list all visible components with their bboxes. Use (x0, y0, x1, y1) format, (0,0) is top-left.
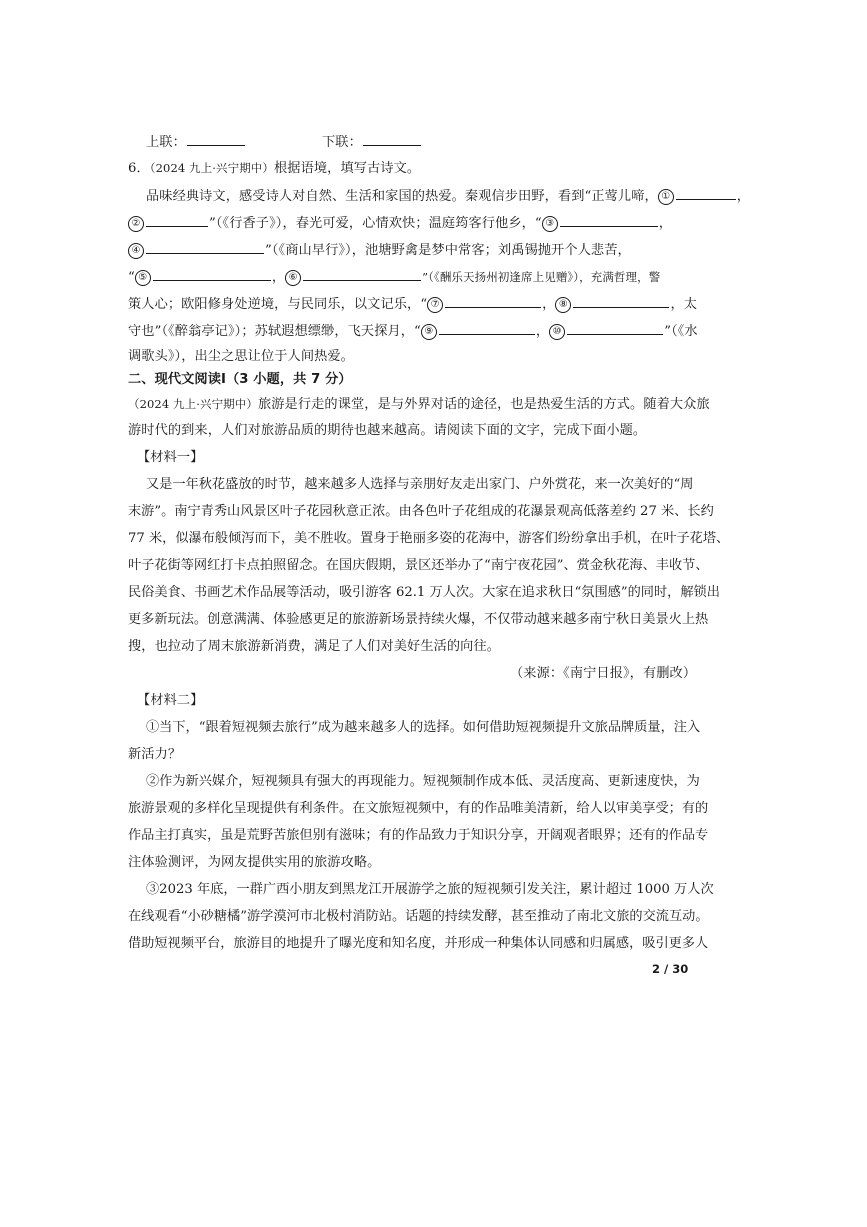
question-6-header (128, 158, 420, 179)
section-2-intro-text: 旅游是行走的课堂，是与外界对话的途径，也是热爱生活的方式。随着大众旅 (257, 397, 710, 412)
answer-blank-8[interactable] (573, 293, 669, 308)
q6-text: ， (535, 324, 550, 339)
upper-couplet-label: 上联： (146, 135, 186, 150)
q6-line-5 (128, 293, 697, 315)
answer-blank-9[interactable] (439, 320, 535, 335)
section-2-intro-2: 游时代的到来，人们对旅游品质的期待也越来越高。请阅读下面的文字，完成下面小题。 (128, 423, 647, 438)
q6-text: ”（《酬乐天扬州初逢席上见赠》），充满哲理，警 (422, 270, 661, 284)
q6-line-6 (128, 320, 698, 342)
answer-blank-7[interactable] (445, 293, 541, 308)
q6-line-3 (128, 239, 631, 261)
page-number: 2 / 30 (652, 962, 689, 976)
answer-blank-6[interactable] (303, 266, 421, 281)
material-1-line-1: 又是一年秋花盛放的时节，越来越多人选择与亲朋好友走出家门、户外赏花，来一次美好的“周 (146, 477, 694, 492)
section-2-source: （2024 九上·兴宁期中） (128, 397, 258, 411)
blank-number-9: ⑨ (421, 324, 437, 340)
q6-text: ，太 (670, 297, 698, 312)
blank-number-10: ⑩ (549, 324, 565, 340)
q6-line-4 (128, 266, 660, 288)
material-2-line-2: 新活力？ (128, 747, 182, 762)
section-2-title: 二、现代文阅读Ⅰ（3 小题，共 7 分） (128, 372, 352, 387)
blank-number-6: ⑥ (285, 270, 301, 286)
q6-line-2 (128, 212, 672, 234)
material-2-line-6: 注体验测评，为网友提供实用的旅游攻略。 (128, 855, 381, 870)
blank-number-3: ③ (542, 216, 558, 232)
question-number: 6． (128, 161, 150, 176)
q6-text: “ (128, 270, 135, 285)
answer-blank-4[interactable] (146, 239, 264, 254)
blank-number-5: ⑤ (135, 270, 151, 286)
material-1-label: 【材料一】 (137, 450, 204, 465)
material-2-line-8: 在线观看“小砂糖橘”游学漠河市北极村消防站。话题的持续发酵，甚至推动了南北文旅的交流互动。 (128, 909, 709, 924)
lower-couplet-label: 下联： (322, 135, 362, 150)
material-2-line-1: ①当下，“跟着短视频去旅行”成为越来越多人的选择。如何借助短视频提升文旅品牌质量，注入 (146, 720, 701, 735)
q6-line-1 (146, 185, 750, 207)
lower-couplet-blank[interactable] (363, 131, 421, 146)
upper-couplet-blank[interactable] (187, 131, 245, 146)
lower-couplet-row (322, 131, 422, 153)
answer-blank-3[interactable] (560, 212, 658, 227)
material-1-line-7: 搜，也拉动了周末旅游新消费，满足了人们对美好生活的向往。 (128, 639, 501, 654)
blank-number-4: ④ (128, 243, 144, 259)
q6-text: 策人心；欧阳修身处逆境，与民同乐，以文记乐，“ (128, 297, 428, 312)
answer-blank-2[interactable] (146, 212, 208, 227)
q6-text: ， (542, 297, 556, 312)
q6-text: 品味经典诗文，感受诗人对自然、生活和家国的热爱。秦观信步田野，看到“正莺儿啼， (146, 189, 658, 204)
material-2-line-4: 旅游景观的多样化呈现提供有利条件。在文旅短视频中，有的作品唯美清新，给人以审美享受；有的 (128, 801, 709, 816)
material-1-line-4: 叶子花街等网红打卡点拍照留念。在国庆假期，景区还举办了“南宁夜花园”、赏金秋花海、丰收节、 (128, 558, 709, 573)
section-2-intro-1 (128, 394, 710, 415)
material-2-label: 【材料二】 (137, 693, 204, 708)
q6-text: ”（《行香子》），春光可爱，心情欢快；温庭筠客行他乡，“ (209, 216, 542, 231)
material-1-source: （来源：《南宁日报》，有删改） (510, 666, 697, 681)
q6-text: ， (658, 216, 673, 231)
material-1-line-2: 末游”。南宁青秀山风景区叶子花园秋意正浓。由各色叶子花组成的花瀑景观高低落差约 27 米、长约 (128, 504, 714, 519)
q6-text: ， (271, 270, 286, 285)
question-source: （2024 九上·兴宁期中） (149, 161, 275, 175)
material-2-line-5: 作品主打真实，虽是荒野苦旅但别有滋味；有的作品致力于知识分享，开阔观者眼界；还有的作品专 (128, 828, 709, 843)
q6-text: ”（《商山早行》），池塘野禽是梦中常客；刘禹锡抛开个人悲苦， (265, 243, 631, 258)
q6-text: ， (736, 189, 751, 204)
blank-number-2: ② (128, 216, 144, 232)
couplet-row (146, 131, 246, 153)
material-1-line-3: 77 米，似瀑布般倾泻而下，美不胜收。置身于艳丽多姿的花海中，游客们纷纷拿出手机，在叶子花塔、 (128, 531, 730, 546)
answer-blank-10[interactable] (567, 320, 663, 335)
answer-blank-1[interactable] (676, 185, 736, 200)
q6-text: 调歌头》），出尘之思让位于人间热爱。 (128, 349, 354, 364)
answer-blank-5[interactable] (153, 266, 271, 281)
material-2-line-3: ②作为新兴媒介，短视频具有强大的再现能力。短视频制作成本低、灵活度高、更新速度快，为 (146, 774, 700, 789)
blank-number-1: ① (658, 189, 674, 205)
q6-text: ”（《水 (664, 324, 698, 339)
blank-number-7: ⑦ (427, 297, 443, 313)
material-1-line-6: 更多新玩法。创意满满、体验感更足的旅游新场景持续火爆，不仅带动越来越多南宁秋日美景火上热 (128, 612, 709, 627)
q6-line-7 (128, 347, 354, 367)
material-2-line-9: 借助短视频平台，旅游目的地提升了曝光度和知名度，并形成一种集体认同感和归属感，吸引更多人 (128, 936, 709, 951)
question-prompt: 根据语境，填写古诗文。 (274, 161, 421, 176)
material-2-line-7: ③2023 年底，一群广西小朋友到黑龙江开展游学之旅的短视频引发关注，累计超过 1000 万人次 (146, 882, 714, 897)
q6-text: 守也”（《醉翁亭记》）；苏轼遐想缥缈，飞天探月，“ (128, 324, 421, 339)
material-1-line-5: 民俗美食、书画艺术作品展等活动，吸引游客 62.1 万人次。大家在追求秋日“氛围感”的同时，解锁出 (128, 585, 720, 600)
blank-number-8: ⑧ (555, 297, 571, 313)
